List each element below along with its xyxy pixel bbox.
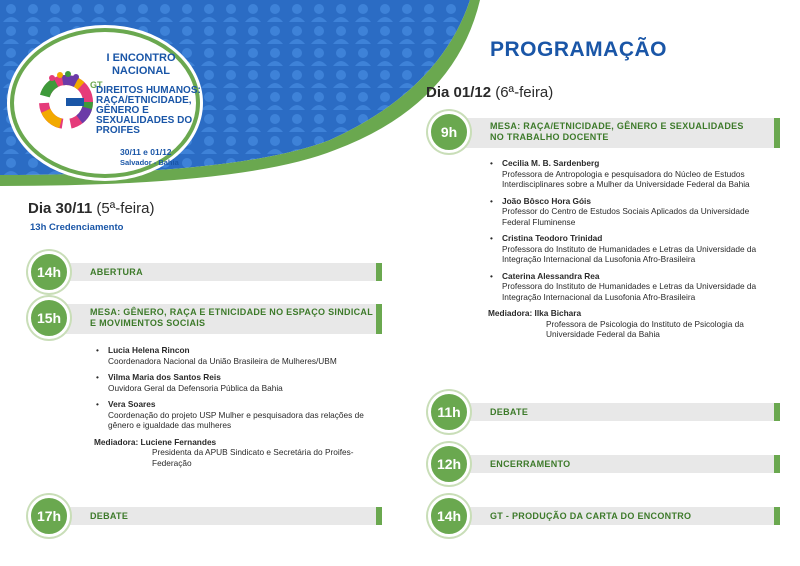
speaker <box>94 345 384 366</box>
logo-place: Salvador - Bahia <box>120 158 179 167</box>
speaker <box>94 372 384 393</box>
moderator-desc: Professora de Psicologia do Instituto de Psicologia da Universidade Federal da Bahia <box>546 318 744 339</box>
speaker-name: • Lucia Helena Rincon <box>108 345 190 355</box>
speaker-name: • Cecilia M. B. Sardenberg <box>502 158 600 168</box>
speaker <box>488 271 778 303</box>
slot-label: MESA: RAÇA/ETNICIDADE, GÊNERO E SEXUALIDADES NO TRABALHO DOCENTE <box>490 121 744 142</box>
logo-gt: GT <box>90 80 103 90</box>
speaker-name: • Caterina Alessandra Rea <box>502 270 600 281</box>
schedule-slot <box>428 450 780 478</box>
time-badge: 12h <box>428 443 470 485</box>
moderator <box>94 437 384 469</box>
schedule-slot <box>28 301 382 337</box>
speaker-desc: Professora do Instituto de Humanidades e Letras da Universidade da Integração Internacional da Lusofonia Afro-Brasileira <box>502 281 757 302</box>
speaker <box>488 196 778 228</box>
schedule-slot <box>428 115 780 151</box>
day1-title-date: Dia 30/11 <box>28 200 93 217</box>
day2-title-weekday: (6ª-feira) <box>491 84 554 101</box>
speaker-desc: Coordenação do projeto USP Mulher e pesquisadora das relações de gênero e igualdade das mulheres <box>108 409 364 430</box>
speaker-desc: Professora do Instituto de Humanidades e Letras da Universidade da Integração Internacional da Lusofonia Afro-Brasileira <box>502 243 757 264</box>
slot-label: DEBATE <box>90 511 129 521</box>
schedule-slot <box>428 398 780 426</box>
day2-title-date: Dia 01/12 <box>426 84 492 101</box>
credentials-time: 13h Credenciamento <box>30 222 124 233</box>
speaker-name: • João Bôsco Hora Góis <box>502 195 591 206</box>
time-badge: 15h <box>28 297 70 339</box>
speaker-desc: Coordenadora Nacional da União Brasileira de Mulheres/UBM <box>108 355 337 366</box>
logo-date: 30/11 e 01/12 <box>120 147 172 157</box>
gt-logo-icon <box>38 70 94 132</box>
speaker-name: • Vera Soares <box>108 399 156 409</box>
speaker-name: • Vilma Maria dos Santos Reis <box>108 372 221 382</box>
day1-title-weekday: (5ª-feira) <box>92 200 155 217</box>
speaker <box>94 399 384 431</box>
time-badge: 9h <box>428 111 470 153</box>
speaker-desc: Professor do Centro de Estudos Sociais Aplicados da Universidade Federal Fluminense <box>502 206 750 227</box>
logo-theme: DIREITOS HUMANOS: RAÇA/ETNICIDADE, GÊNERO E SEXUALIDADES DO PROIFES <box>96 85 201 136</box>
slot-label: ENCERRAMENTO <box>490 459 571 469</box>
moderator-name: Mediadora: Luciene Fernandes <box>94 436 217 447</box>
logo-line1: I ENCONTRO <box>106 52 176 64</box>
day2-title <box>426 84 553 101</box>
time-badge: 14h <box>28 251 70 293</box>
day1-speakers <box>94 345 384 468</box>
schedule-slot <box>28 258 382 286</box>
time-badge: 14h <box>428 495 470 537</box>
time-badge: 17h <box>28 495 70 537</box>
day1-title <box>28 200 154 217</box>
schedule-slot <box>28 502 382 530</box>
speaker <box>488 233 778 265</box>
slot-label: GT - PRODUÇÃO DA CARTA DO ENCONTRO <box>490 511 692 521</box>
speaker <box>488 158 778 190</box>
logo-line2: NACIONAL <box>111 65 171 77</box>
moderator-name: Mediadora: Ilka Bichara <box>488 308 582 318</box>
program-title: PROGRAMAÇÃO <box>490 38 667 61</box>
slot-label: ABERTURA <box>90 267 143 277</box>
speaker-desc: Professora de Antropologia e pesquisadora do Núcleo de Estudos Interdisciplinares sobre a Mulher da Universidade Federal da Bahia <box>502 168 750 189</box>
slot-label: DEBATE <box>490 407 529 417</box>
moderator-desc: Presidenta da APUB Sindicato e Secretária do Proifes-Federação <box>152 447 354 468</box>
speaker-name: • Cristina Teodoro Trinidad <box>502 233 603 243</box>
slot-label: MESA: GÊNERO, RAÇA E ETNICIDADE NO ESPAÇO SINDICAL E MOVIMENTOS SOCIAIS <box>90 307 373 328</box>
moderator <box>488 308 778 340</box>
speaker-desc: Ouvidora Geral da Defensoria Pública da Bahia <box>108 382 283 393</box>
schedule-slot <box>428 502 780 530</box>
day2-speakers <box>488 158 778 340</box>
time-badge: 11h <box>428 391 470 433</box>
